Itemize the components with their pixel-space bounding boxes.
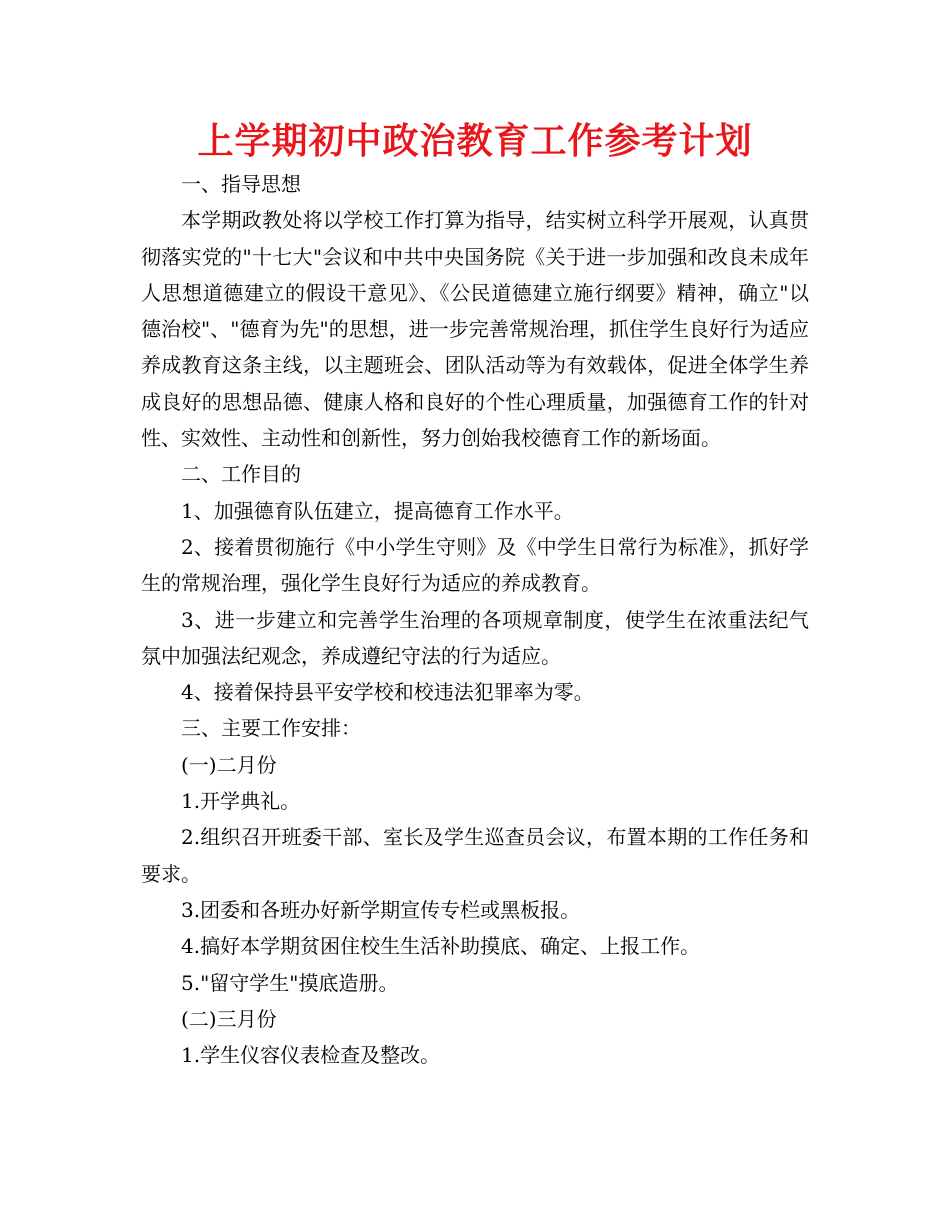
arrangement-item: 3.团委和各班办好新学期宣传专栏或黑板报。 <box>181 897 581 922</box>
goal-item: 3、进一步建立和完善学生治理的各项规章制度，使学生在浓重法纪气氛中加强法纪观念，养成遵纪守法的行为适应。 <box>141 607 809 668</box>
month-heading-march: (二)三月份 <box>181 1006 277 1031</box>
section-heading-main-arrangements: 三、主要工作安排： <box>181 716 361 741</box>
arrangement-item: 1.开学典礼。 <box>181 789 301 814</box>
arrangement-item: 1.学生仪容仪表检查及整改。 <box>181 1043 441 1068</box>
document-body <box>141 166 809 1073</box>
goal-item: 1、加强德育队伍建立，提高德育工作水平。 <box>181 498 574 523</box>
goal-item: 4、接着保持县平安学校和校违法犯罪率为零。 <box>181 680 594 705</box>
paragraph-guiding-thought: 本学期政教处将以学校工作打算为指导，结实树立科学开展观，认真贯彻落实党的"十七大"会议和中共中央国务院《关于进一步加强和改良未成年人思想道德建立的假设干意见》、《公民道德建立施行纲要》精神，确立"以德治校"、"德育为先"的思想，进一步完善常规治理，抓住学生良好行为适应养成教育这条主线，以主题班会、团队活动等为有效载体，促进全体学生养成良好的思想品德、健康人格和良好的个性心理质量，加强德育工作的针对性、实效性、主动性和创新性，努力创始我校德育工作的新场面。 <box>141 208 809 451</box>
section-heading-work-goals: 二、工作目的 <box>181 462 301 487</box>
arrangement-item: 5."留守学生"摸底造册。 <box>181 970 399 995</box>
document-title: 上学期初中政治教育工作参考计划 <box>197 121 753 162</box>
section-heading-guiding-thought: 一、指导思想 <box>181 172 301 196</box>
arrangement-item: 2.组织召开班委干部、室长及学生巡查员会议，布置本期的工作任务和要求。 <box>141 825 809 886</box>
goal-item: 2、接着贯彻施行《中小学生守则》及《中学生日常行为标准》，抓好学生的常规治理，强化学生良好行为适应的养成教育。 <box>141 534 809 596</box>
month-heading-february: (一)二月份 <box>181 752 277 777</box>
arrangement-item: 4.搞好本学期贫困住校生生活补助摸底、确定、上报工作。 <box>181 934 701 959</box>
